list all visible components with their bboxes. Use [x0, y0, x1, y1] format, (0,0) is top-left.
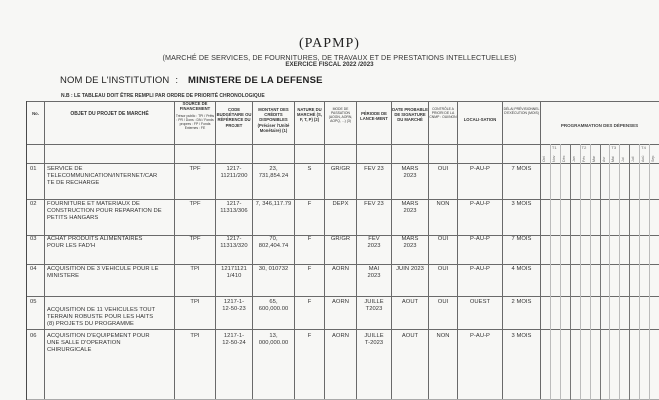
page-title: (PAPMP): [299, 36, 360, 51]
row-periode: T2023: [365, 306, 383, 313]
row-objet: ACQUISITION DE 3 VEHICULE POUR LE: [47, 266, 159, 272]
header-mode: MODE DE PASSATION (AOGN, AORN, AOPQ, ...) (3): [328, 107, 353, 123]
column-divider: [294, 101, 295, 400]
row-source: TPI: [190, 333, 200, 339]
row-number: 02: [30, 201, 37, 207]
row-divider: [27, 199, 659, 200]
row-montant: 7, 346,117.79: [255, 201, 292, 207]
row-objet: TELECOMMUNICATION/INTERNET/CAR: [47, 173, 158, 180]
row-code: 1/410: [226, 273, 242, 280]
row-date: JUIN 2023: [396, 266, 424, 272]
column-divider: [502, 101, 503, 400]
month-divider: [580, 144, 581, 400]
row-objet: UNE SALLE D'OPERATION: [47, 340, 121, 347]
row-montant: 600,000.00: [258, 306, 289, 313]
column-divider: [540, 101, 541, 400]
row-montant: 70,: [269, 236, 278, 242]
month-label: Fév: [581, 156, 586, 162]
row-montant: 13,: [269, 333, 278, 339]
row-mode: AORN: [332, 266, 349, 272]
month-label: Avr: [601, 156, 606, 162]
row-code: 12-50-24: [222, 340, 246, 347]
row-delai: 2 MOIS: [511, 299, 532, 305]
row-objet: PETITS HANGARS: [47, 215, 99, 222]
row-date: MARS: [401, 201, 419, 207]
row-controle: NON: [436, 201, 450, 207]
column-divider: [44, 101, 45, 400]
row-montant: 65,: [269, 299, 278, 305]
header-programmation: PROGRAMMATION DES DÉPENSES: [560, 123, 639, 128]
row-code: 12-50-23: [222, 306, 246, 313]
row-code: 11313/306: [220, 208, 248, 215]
month-label: Jui: [621, 157, 626, 162]
row-periode: 2023: [367, 273, 381, 280]
row-date: 2023: [403, 173, 417, 180]
row-localisation: P-AU-P: [470, 166, 490, 172]
quarter-label: T3: [611, 145, 617, 150]
row-divider: [27, 264, 659, 265]
row-mode: AORN: [332, 333, 349, 339]
row-objet: ACHAT PRODUITS ALIMENTAIRES: [47, 236, 143, 242]
month-label: Juil: [631, 156, 636, 162]
institution-line: [60, 75, 323, 86]
month-label: Sep: [651, 155, 656, 162]
row-objet: FOURNITURE ET MATERIAUX DE: [47, 201, 140, 207]
row-divider: [27, 163, 659, 164]
column-divider: [174, 101, 175, 400]
row-localisation: P-AU-P: [470, 201, 490, 207]
row-mode: GR/GR: [330, 236, 351, 242]
row-divider: [27, 101, 659, 102]
row-localisation: P-AU-P: [470, 236, 490, 242]
header-source-detail: Trésor public : TPI / Prêts : PR / Dons : DN / Fonds propres : FP / Fonds Externes : FE: [175, 114, 215, 130]
row-montant: 000,000.00: [258, 340, 289, 347]
month-label: Aoû: [641, 155, 646, 162]
row-code: 1217-: [226, 201, 242, 207]
month-divider: [600, 144, 601, 400]
row-delai: 7 MOIS: [511, 236, 532, 242]
row-code: 11211/200: [220, 173, 248, 180]
row-number: 03: [30, 236, 37, 242]
row-objet: CHIRURGICALE: [47, 347, 92, 354]
month-label: Mar: [591, 155, 596, 162]
month-label: Déc: [561, 155, 566, 162]
row-objet: POUR LES FAD'H: [47, 243, 96, 250]
column-divider: [252, 101, 253, 400]
row-number: 06: [30, 333, 37, 339]
row-objet: SERVICE DE: [47, 166, 83, 172]
row-divider: [27, 144, 659, 145]
row-localisation: OUEST: [469, 299, 491, 305]
month-divider: [609, 144, 610, 400]
institution-value: MINISTERE DE LA DEFENSE: [188, 75, 323, 86]
header-delai: DÉLAI PRÉVISIONNEL D'EXÉCUTION (MOIS): [503, 107, 540, 115]
row-number: 05: [30, 299, 37, 305]
month-divider: [550, 144, 551, 400]
row-objet: TE DE RECHARGE: [47, 180, 100, 187]
row-nature: F: [307, 333, 312, 339]
row-montant: 731,854.24: [258, 173, 289, 180]
month-label: Oct: [542, 156, 546, 162]
row-date: AOUT: [401, 333, 419, 339]
header-controle: CONTRÔLE A PRIORI DE LA CNMP : OUI/NON: [429, 107, 457, 119]
row-date: 2023: [403, 243, 417, 250]
row-delai: 7 MOIS: [511, 166, 532, 172]
row-nature: S: [307, 166, 312, 172]
row-localisation: P-AU-P: [470, 266, 490, 272]
row-source: TPF: [189, 236, 201, 242]
row-mode: DEPX: [332, 201, 349, 207]
row-mode: AORN: [332, 299, 349, 305]
header-code: CODE BUDGÉTAIRE OU RÉFÉRENCE DU PROJET: [216, 107, 252, 128]
row-nature: F: [307, 201, 312, 207]
row-code: 1217-1-: [223, 333, 245, 339]
row-delai: 3 MOIS: [511, 201, 532, 207]
row-controle: NON: [436, 333, 450, 339]
column-divider: [457, 101, 458, 400]
row-code: 1217-: [226, 166, 242, 172]
row-periode: FEV 23: [364, 201, 384, 207]
row-number: 04: [30, 266, 37, 272]
column-divider: [391, 101, 392, 400]
quarter-label: T1: [551, 145, 557, 150]
row-source: TPI: [190, 266, 200, 272]
row-number: 01: [30, 166, 37, 172]
row-nature: F: [307, 266, 312, 272]
row-objet: TERRAIN ROBUSTE POUR LES HAITS: [47, 314, 154, 321]
quarter-label: T4: [641, 145, 646, 150]
row-mode: GR/GR: [330, 166, 351, 172]
row-objet: ACQUISITION D'EQUIPEMENT POUR: [47, 333, 150, 339]
month-divider: [570, 144, 571, 400]
instruction-note: N.B : LE TABLEAU DOIT ÊTRE REMPLI PAR ORDRE DE PRIORITÉ CHRONOLOGIQUE: [61, 93, 265, 99]
column-divider: [356, 101, 357, 400]
procurement-table: [26, 101, 658, 400]
institution-label: NOM DE L'INSTITUTION: [60, 75, 170, 86]
row-periode: 2023: [367, 243, 381, 250]
row-controle: OUI: [437, 236, 449, 242]
fiscal-year: EXERCICE FISCAL 2022 /2023: [285, 61, 374, 68]
row-objet: MINISTERE: [47, 273, 80, 280]
column-divider: [428, 101, 429, 400]
month-label: Mai: [611, 156, 616, 162]
row-source: TPI: [190, 299, 200, 305]
row-delai: 4 MOIS: [511, 266, 532, 272]
header-date-probable: DATE PROBABLE DE SIGNATURE DU MARCHÉ: [392, 107, 428, 123]
row-date: 2023: [403, 208, 417, 215]
row-localisation: P-AU-P: [470, 333, 490, 339]
row-divider: [27, 329, 659, 330]
month-divider: [560, 144, 561, 400]
header-localisation: LOCALI-SATION: [463, 117, 497, 122]
quarter-label: T2: [581, 145, 587, 150]
row-nature: F: [307, 236, 312, 242]
month-divider: [629, 144, 630, 400]
row-periode: MAI: [368, 266, 380, 272]
row-montant: 30, 010732: [258, 266, 289, 272]
row-date: AOUT: [401, 299, 419, 305]
institution-colon: :: [175, 75, 179, 86]
month-divider: [590, 144, 591, 400]
row-periode: JUILLE: [364, 333, 384, 339]
row-date: MARS: [401, 166, 419, 172]
row-controle: OUI: [437, 299, 449, 305]
row-controle: OUI: [437, 166, 449, 172]
column-divider: [215, 101, 216, 400]
row-objet: CONSTRUCTION POUR REPARATION DE: [47, 208, 162, 215]
month-divider: [639, 144, 640, 400]
row-code: 11313/320: [220, 243, 248, 250]
row-date: MARS: [401, 236, 419, 242]
row-divider: [27, 296, 659, 297]
row-code: 1217-1-: [223, 299, 245, 305]
month-label: Jan: [571, 156, 576, 162]
row-code: 1217-: [226, 236, 242, 242]
row-source: TPF: [189, 201, 201, 207]
header-source: SOURCE DE FINANCEMENT: [179, 101, 211, 112]
row-nature: F: [307, 299, 312, 305]
header-objet: OBJET DU PROJET DE MARCHÉ: [70, 111, 149, 117]
row-objet: ACQUISITION DE 11 VEHICULES TOUT: [47, 307, 156, 313]
month-label: Nov: [551, 155, 556, 162]
row-montant: 23,: [269, 166, 278, 172]
row-source: TPF: [189, 166, 201, 172]
row-code: 12171121: [221, 266, 247, 272]
header-no: No.: [32, 111, 39, 116]
row-objet: (8) PROJETS DU PROGRAMME: [47, 321, 134, 328]
row-delai: 3 MOIS: [511, 333, 532, 339]
header-periode: PÉRIODE DE LANCE-MENT: [360, 111, 388, 122]
month-divider: [619, 144, 620, 400]
header-montant: MONTANT DES CRÉDITS DISPONIBLES (Préciser l'Unité Monétaire) (1): [257, 107, 290, 133]
month-divider: [649, 144, 650, 400]
row-controle: OUI: [437, 266, 449, 272]
row-periode: FEV 23: [364, 166, 384, 172]
row-periode: JUILLE: [364, 299, 384, 305]
column-divider: [324, 101, 325, 400]
row-periode: FEV: [368, 236, 380, 242]
header-nature: NATURE DU MARCHÉ (S, F, T, P) (2): [297, 107, 322, 123]
row-montant: 802,404.74: [258, 243, 289, 250]
row-periode: T-2023: [364, 340, 384, 347]
page-subtitle: (MARCHÉ DE SERVICES, DE FOURNITURES, DE TRAVAUX ET DE PRESTATIONS INTELLECTUELLES): [162, 53, 517, 62]
